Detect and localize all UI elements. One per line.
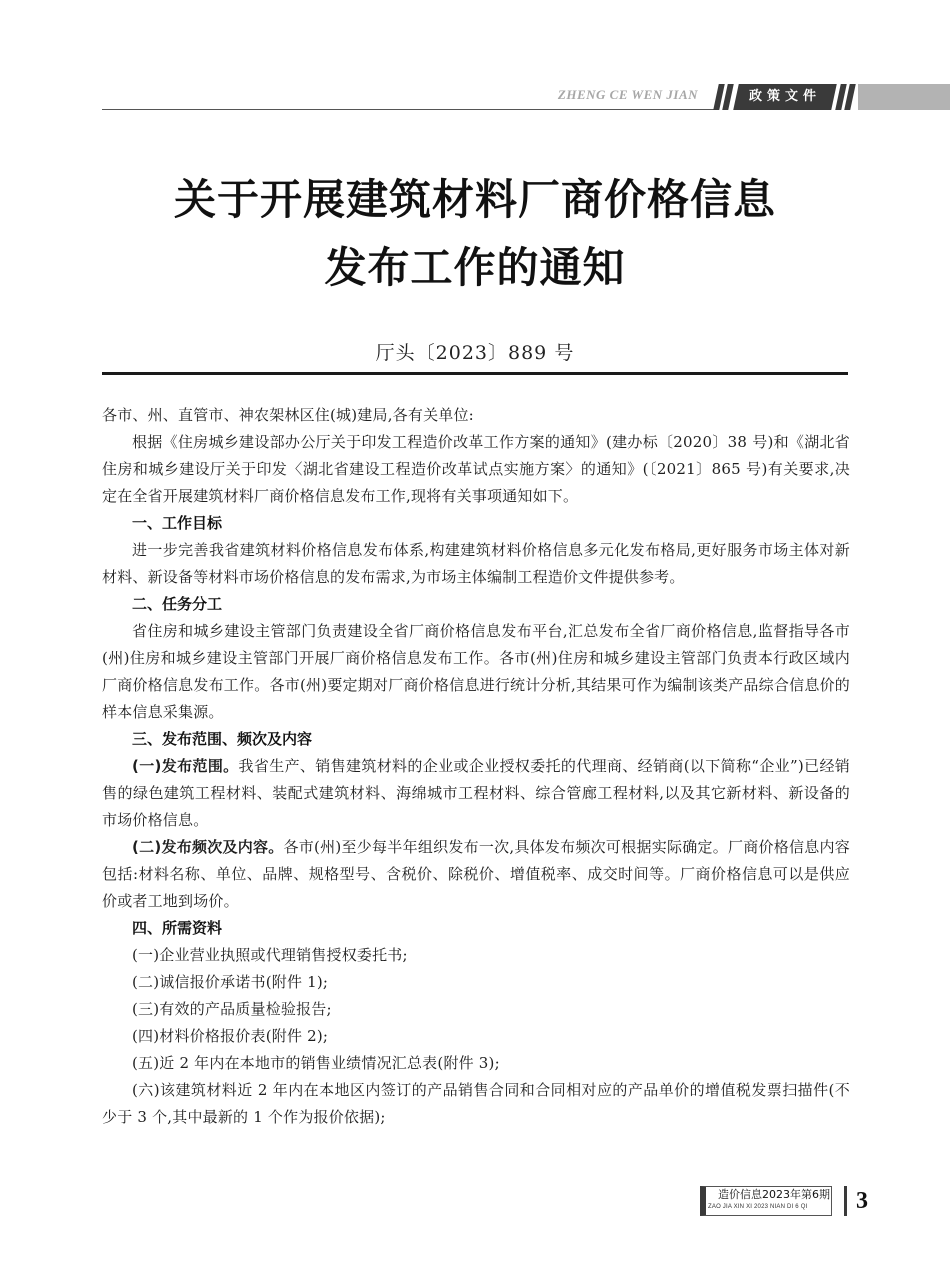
section-2-paragraph: 省住房和城乡建设主管部门负责建设全省厂商价格信息发布平台,汇总发布全省厂商价格信息,监督指导各市(州)住房和城乡建设主管部门开展厂商价格信息发布工作。各市(州)住房和城乡建设主管部门负责本行政区域内厂商价格信息发布工作。各市(州)要定期对厂商价格信息进行统计分析,其结果可作为编制该类产品综合信息价的样本信息采集源。 [102, 622, 850, 721]
section-heading-1: 一、工作目标 [132, 514, 223, 532]
section-heading-3: 三、发布范围、频次及内容 [132, 730, 313, 748]
header-bar-decoration [722, 84, 734, 110]
list-item: (二)诚信报价承诺书(附件 1); [132, 973, 329, 991]
paragraph-label: (一)发布范围。 [132, 757, 239, 775]
header-rule [102, 109, 714, 110]
section-3-paragraph-1 [102, 753, 850, 834]
paragraph-label: (二)发布频次及内容。 [132, 838, 284, 856]
journal-name-pinyin: ZAO JIA XIN XI 2023 NIAN DI 6 QI [708, 1204, 808, 1210]
section-title-en: ZHENG CE WEN JIAN [557, 87, 698, 102]
section-1-paragraph: 进一步完善我省建筑材料价格信息发布体系,构建建筑材料价格信息多元化发布格局,更好服务市场主体对新材料、新设备等材料市场价格信息的发布需求,为市场主体编制工程造价文件提供参考。 [102, 541, 850, 586]
page-header [0, 0, 950, 120]
section-3-paragraph-2 [102, 834, 850, 915]
list-item: (五)近 2 年内在本地市的销售业绩情况汇总表(附件 3); [132, 1054, 500, 1072]
list-item: (一)企业营业执照或代理销售授权委托书; [132, 946, 408, 964]
list-item: (六)该建筑材料近 2 年内在本地区内签订的产品销售合同和合同相对应的产品单价的增值税发票扫描件(不少于 3 个,其中最新的 1 个作为报价依据); [102, 1081, 850, 1126]
section-title-cn: 政策文件 [748, 89, 821, 104]
paragraph-text: 我省生产、销售建筑材料的企业或企业授权委托的代理商、经销商(以下简称“企业”)已经销售的绿色建筑工程材料、装配式建筑材料、海绵城市工程材料、综合管廊工程材料,以及其它新材料、新设备的市场价格信息。 [102, 757, 851, 829]
footer-divider [844, 1186, 847, 1216]
list-item: (四)材料价格报价表(附件 2); [132, 1027, 329, 1045]
journal-name: 造价信息2023年第6期 [718, 1188, 830, 1201]
page-number: 3 [856, 1188, 868, 1214]
salutation: 各市、州、直管市、神农架林区住(城)建局,各有关单位: [102, 406, 474, 424]
title-line-2: 发布工作的通知 [324, 243, 626, 292]
section-heading-4: 四、所需资料 [132, 919, 223, 937]
document-title [60, 166, 890, 302]
intro-paragraph: 根据《住房城乡建设部办公厅关于印发工程造价改革工作方案的通知》(建办标〔2020〕38 号)和《湖北省住房和城乡建设厅关于印发〈湖北省建设工程造价改革试点实施方案〉的通知》(〔2021〕865 号)有关要求,决定在全省开展建筑材料厂商价格信息发布工作,现将有关事项通知如下。 [102, 433, 850, 505]
document-body [102, 402, 850, 1131]
list-item: (三)有效的产品质量检验报告; [132, 1000, 332, 1018]
header-gray-block [858, 84, 950, 110]
title-rule [102, 372, 848, 375]
document-number: 厅头〔2023〕889 号 [375, 342, 575, 364]
header-bar-decoration [844, 84, 856, 110]
title-line-1: 关于开展建筑材料厂商价格信息 [173, 175, 776, 224]
section-heading-2: 二、任务分工 [132, 595, 223, 613]
paragraph-text: 各市(州)至少每半年组织发布一次,具体发布频次可根据实际确定。厂商价格信息内容包括:材料名称、单位、品牌、规格型号、含税价、除税价、增值税率、成交时间等。厂商价格信息可以是供应价或者工地到场价。 [102, 838, 850, 910]
